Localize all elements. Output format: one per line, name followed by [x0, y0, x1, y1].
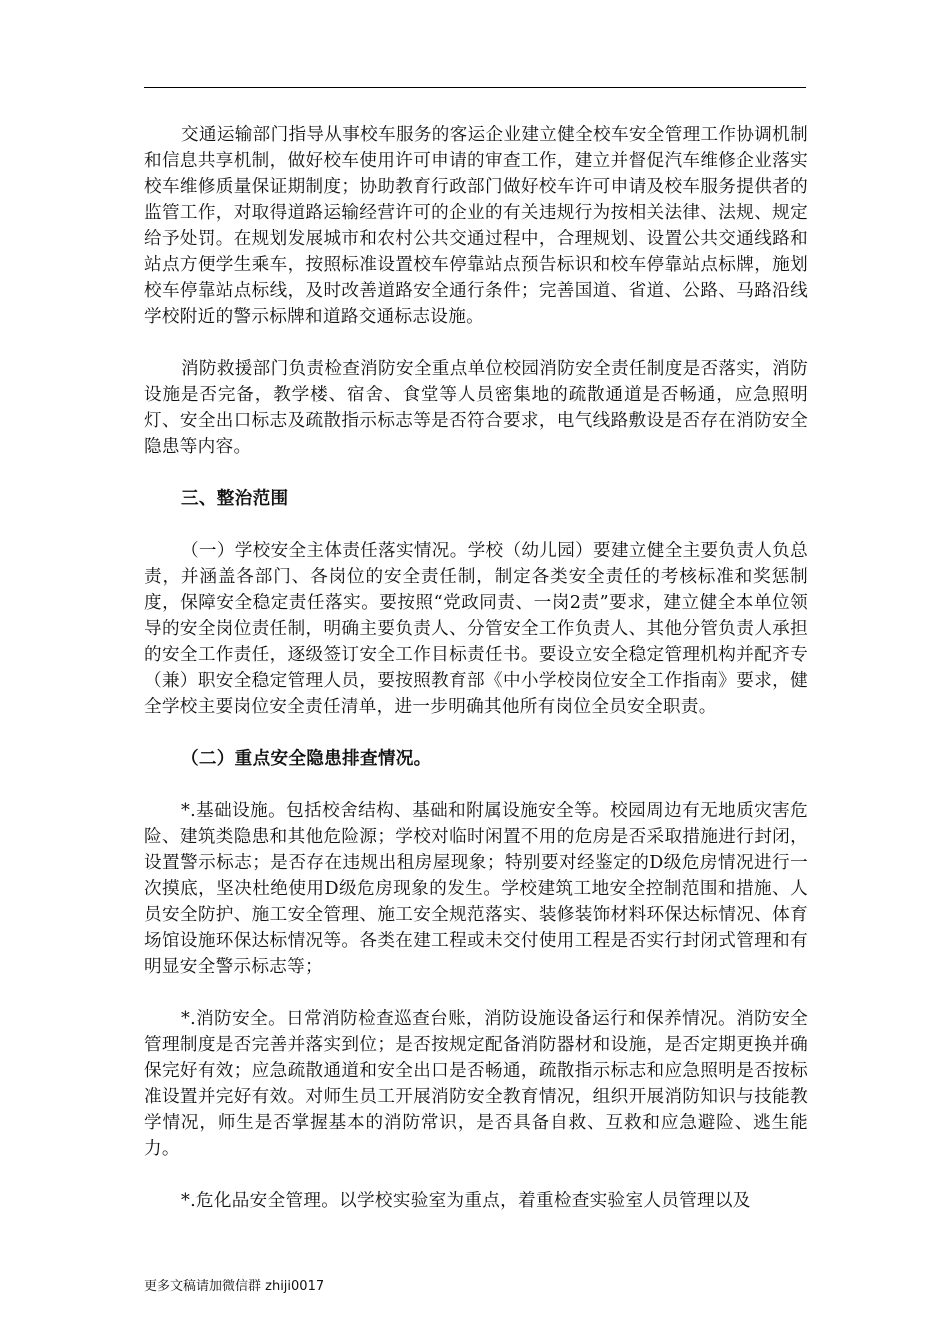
document-body: [144, 122, 808, 1214]
paragraph-fire-safety: *.消防安全。日常消防检查巡查台账，消防设施设备运行和保养情况。消防安全管理制度是否完善并落实到位；是否按规定配备消防器材和设施，是否定期更换并确保完好有效；应急疏散通道和安全出口是否畅通，疏散指示标志和应急照明是否按标准设置并完好有效。对师生员工开展消防安全教育情况，组织开展消防知识与技能教学情况，师生是否掌握基本的消防常识，是否具备自救、互救和应急避险、逃生能力。: [144, 1009, 808, 1159]
paragraph-hazardous-chemicals: *.危化品安全管理。以学校实验室为重点，着重检查实验室人员管理以及: [181, 1191, 751, 1211]
section-heading-scope: 三、整治范围: [181, 488, 289, 509]
paragraph-infrastructure: *.基础设施。包括校舍结构、基础和附属设施安全等。校园周边有无地质灾害危险、建筑类隐患和其他危险源；学校对临时闲置不用的危房是否采取措施进行封闭，设置警示标志；是否存在违规出租房屋现象；特别要对经鉴定的D级危房情况进行一次摸底，坚决杜绝使用D级危房现象的发生。学校建筑工地安全控制范围和措施、人员安全防护、施工安全管理、施工安全规范落实、装修装饰材料环保达标情况、体育场馆设施环保达标情况等。各类在建工程或未交付使用工程是否实行封闭式管理和有明显安全警示标志等；: [144, 801, 808, 977]
header-rule: [144, 87, 806, 88]
subheading-hazard-inspection: （二）重点安全隐患排查情况。: [181, 748, 432, 769]
paragraph-fire-rescue-dept: 消防救援部门负责检查消防安全重点单位校园消防安全责任制度是否落实，消防设施是否完备，教学楼、宿舍、食堂等人员密集地的疏散通道是否畅通，应急照明灯、安全出口标志及疏散指示标志等是否符合要求，电气线路敷设是否存在消防安全隐患等内容。: [144, 359, 808, 457]
page-footer: 更多文稿请加微信群 zhiji0017: [144, 1279, 325, 1294]
paragraph-school-responsibility: （一）学校安全主体责任落实情况。学校（幼儿园）要建立健全主要负责人负总责，并涵盖各部门、各岗位的安全责任制，制定各类安全责任的考核标准和奖惩制度，保障安全稳定责任落实。要按照“党政同责、一岗2责”要求，建立健全本单位领导的安全岗位责任制，明确主要负责人、分管安全工作负责人、其他分管负责人承担的安全工作责任，逐级签订安全工作目标责任书。要设立安全稳定管理机构并配齐专（兼）职安全稳定管理人员，要按照教育部《中小学校岗位安全工作指南》要求，健全学校主要岗位安全责任清单，进一步明确其他所有岗位全员安全职责。: [144, 541, 808, 717]
paragraph-transport-dept: 交通运输部门指导从事校车服务的客运企业建立健全校车安全管理工作协调机制和信息共享机制，做好校车使用许可申请的审查工作，建立并督促汽车维修企业落实校车维修质量保证期制度；协助教育行政部门做好校车许可申请及校车服务提供者的监管工作，对取得道路运输经营许可的企业的有关违规行为按相关法律、法规、规定给予处罚。在规划发展城市和农村公共交通过程中，合理规划、设置公共交通线路和站点方便学生乘车，按照标准设置校车停靠站点预告标识和校车停靠站点标牌，施划校车停靠站点标线，及时改善道路安全通行条件；完善国道、省道、公路、马路沿线学校附近的警示标牌和道路交通标志设施。: [144, 125, 808, 327]
